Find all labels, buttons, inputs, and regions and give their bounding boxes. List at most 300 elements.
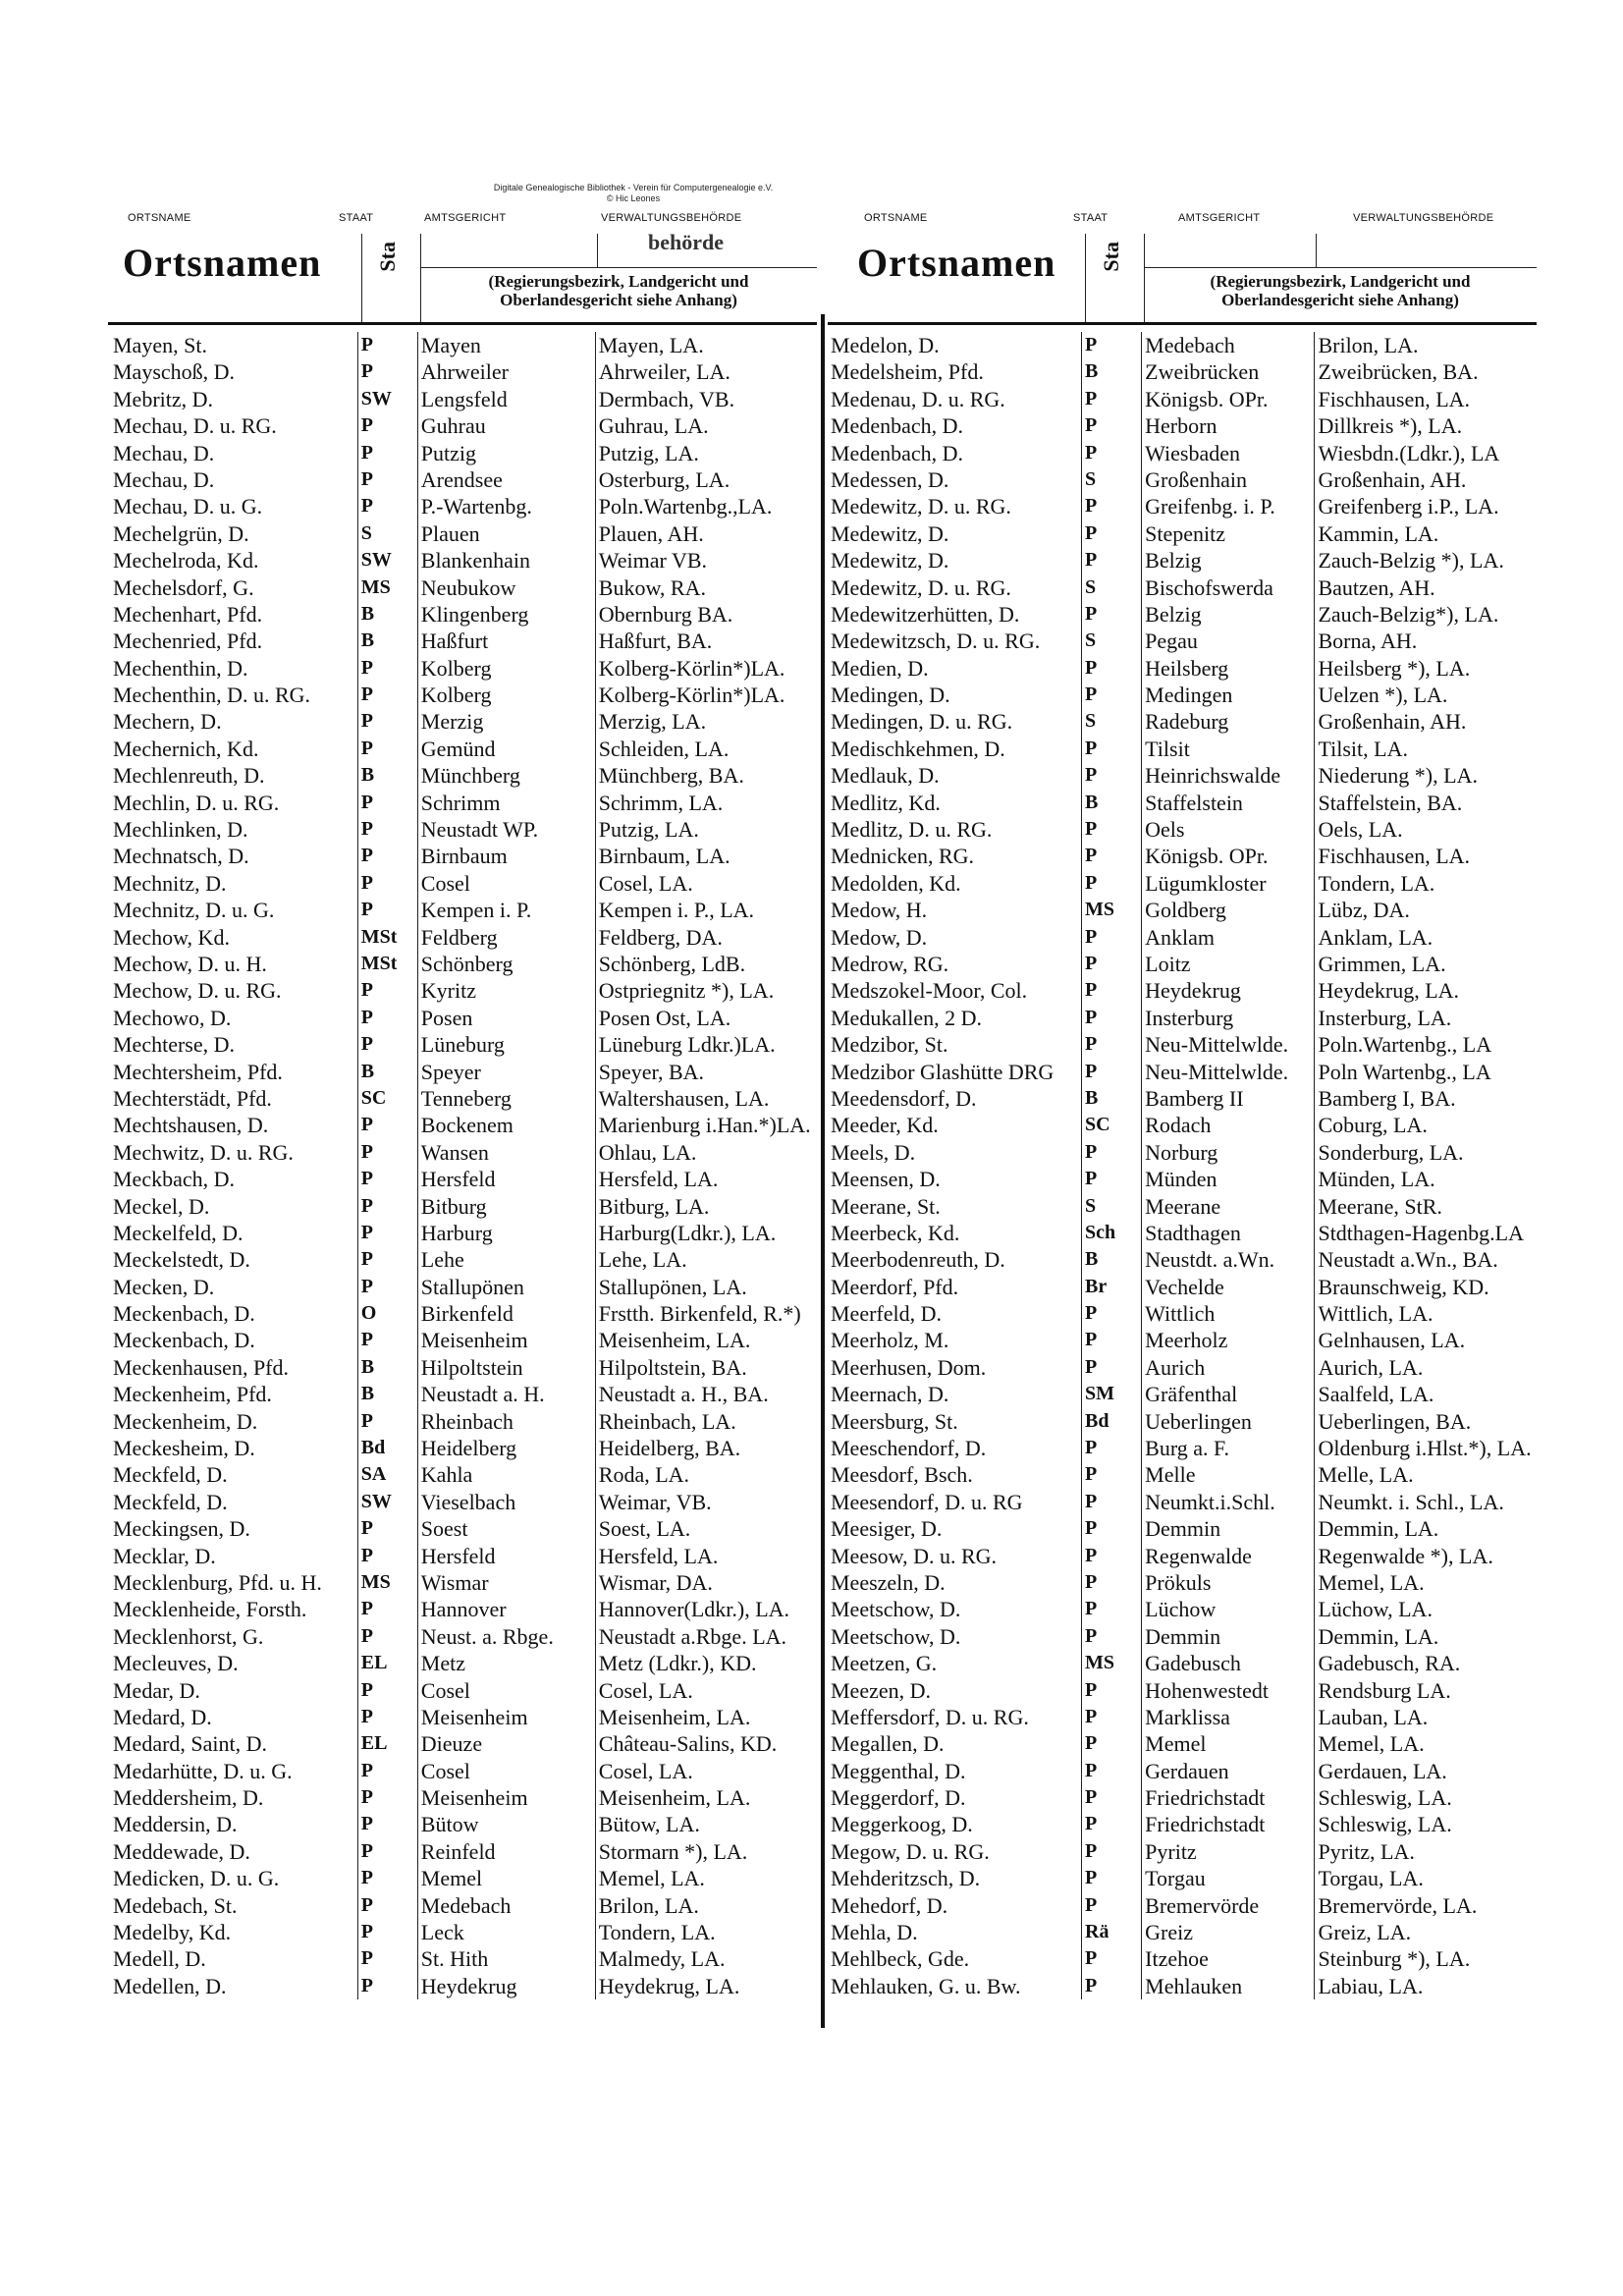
cell-ortsname: Meckenhausen, Pfd. [113, 1354, 290, 1380]
cell-amtsgericht: Vechelde [1141, 1274, 1314, 1300]
table-row [110, 977, 817, 1004]
cell-amtsgericht: Belzig [1141, 601, 1314, 628]
cell-staat: P [1081, 1704, 1141, 1730]
table-row [110, 951, 817, 977]
cell-staat: SA [357, 1461, 417, 1488]
table-row [828, 897, 1537, 923]
cell-verwaltungsbehoerde: Guhrau, LA. [595, 412, 817, 439]
cell-amtsgericht: Münden [1141, 1166, 1314, 1192]
cell-ortsname: Mechow, Kd. [113, 924, 230, 950]
table-row [110, 1435, 817, 1461]
cell-verwaltungsbehoerde: Meisenheim, LA. [595, 1704, 817, 1730]
cell-amtsgericht: Neustadt WP. [417, 816, 595, 843]
cell-ortsname: Meerholz, M. [831, 1328, 949, 1353]
cell-verwaltungsbehoerde: Putzig, LA. [595, 816, 817, 843]
cell-amtsgericht: Stallupönen [417, 1274, 595, 1300]
cell-verwaltungsbehoerde: Neumkt. i. Schl., LA. [1314, 1489, 1537, 1515]
table-row [110, 547, 817, 574]
cell-ortsname: Meeschendorf, D. [831, 1436, 987, 1461]
table-row [828, 1166, 1537, 1192]
cell-verwaltungsbehoerde: Borna, AH. [1314, 628, 1537, 654]
cell-staat: P [1081, 440, 1141, 466]
cell-ortsname: Meddewade, D. [113, 1838, 250, 1864]
cell-verwaltungsbehoerde: Posen Ost, LA. [595, 1005, 817, 1031]
cell-ortsname: Mechelroda, Kd. [113, 548, 259, 574]
cell-staat: SW [357, 1489, 417, 1515]
cell-staat: P [1081, 547, 1141, 574]
cell-ortsname: Medelon, D. [831, 333, 940, 357]
header-staat: Sta [375, 242, 400, 272]
cell-verwaltungsbehoerde: Hilpoltstein, BA. [595, 1354, 817, 1381]
cell-ortsname: Meetzen, G. [831, 1651, 938, 1676]
cell-verwaltungsbehoerde: Bütow, LA. [595, 1811, 817, 1837]
cell-staat: P [357, 1758, 417, 1784]
table-row [828, 1919, 1537, 1945]
cell-amtsgericht: Hohenwestedt [1141, 1677, 1314, 1704]
cell-ortsname: Mechenthin, D. u. RG. [113, 683, 311, 708]
cell-amtsgericht: Königsb. OPr. [1141, 843, 1314, 869]
cell-amtsgericht: Leck [417, 1919, 595, 1945]
cell-verwaltungsbehoerde: Haßfurt, BA. [595, 628, 817, 654]
cell-ortsname: Meensen, D. [831, 1167, 941, 1192]
cell-amtsgericht: Friedrichstadt [1141, 1784, 1314, 1811]
cell-staat: P [1081, 412, 1141, 439]
cell-amtsgericht: Lengsfeld [417, 386, 595, 412]
table-row [110, 520, 817, 547]
cell-ortsname: Medelby, Kd. [113, 1920, 232, 1945]
cell-amtsgericht: Münchberg [417, 762, 595, 789]
cell-amtsgericht: Goldberg [1141, 897, 1314, 923]
table-row [828, 762, 1537, 789]
cell-staat: S [1081, 574, 1141, 601]
cell-verwaltungsbehoerde: Saalfeld, LA. [1314, 1381, 1537, 1407]
table-row [828, 1435, 1537, 1461]
table-row [828, 466, 1537, 493]
cell-amtsgericht: Neu-Mittelwlde. [1141, 1031, 1314, 1058]
table-row [110, 601, 817, 628]
cell-verwaltungsbehoerde: Memel, LA. [1314, 1569, 1537, 1596]
table-row [110, 412, 817, 439]
cell-staat: P [1081, 951, 1141, 977]
cell-staat: P [1081, 1730, 1141, 1757]
cell-staat: P [1081, 736, 1141, 762]
cell-amtsgericht: Zweibrücken [1141, 358, 1314, 385]
cell-verwaltungsbehoerde: Wiesbdn.(Ldkr.), LA [1314, 440, 1537, 466]
cell-amtsgericht: Speyer [417, 1059, 595, 1085]
cell-ortsname: Mehlauken, G. u. Bw. [831, 1973, 1021, 1998]
cell-staat: P [1081, 601, 1141, 628]
cell-ortsname: Meggenthal, D. [831, 1758, 966, 1783]
table-row [110, 1327, 817, 1353]
cell-staat: P [357, 977, 417, 1004]
cell-amtsgericht: Putzig [417, 440, 595, 466]
cell-staat: P [1081, 762, 1141, 789]
cell-amtsgericht: Marklissa [1141, 1704, 1314, 1730]
cell-ortsname: Medewitz, D. u. RG. [831, 574, 1011, 600]
cell-staat: S [1081, 466, 1141, 493]
cell-verwaltungsbehoerde: Harburg(Ldkr.), LA. [595, 1220, 817, 1246]
cell-verwaltungsbehoerde: Brilon, LA. [1314, 332, 1537, 358]
cell-staat: P [357, 1973, 417, 1999]
label-staat-right: STAAT [1073, 212, 1109, 224]
cell-amtsgericht: Birkenfeld [417, 1300, 595, 1327]
cell-verwaltungsbehoerde: Großenhain, AH. [1314, 708, 1537, 735]
cell-staat: P [357, 1408, 417, 1435]
cell-ortsname: Meezen, D. [831, 1677, 932, 1703]
table-row [828, 1543, 1537, 1569]
cell-amtsgericht: Memel [417, 1865, 595, 1891]
cell-verwaltungsbehoerde: Schleiden, LA. [595, 736, 817, 762]
cell-ortsname: Medolden, Kd. [831, 870, 961, 896]
cell-ortsname: Medischkehmen, D. [831, 736, 1005, 761]
cell-staat: P [357, 790, 417, 816]
table-row [828, 1300, 1537, 1327]
cell-verwaltungsbehoerde: Torgau, LA. [1314, 1865, 1537, 1891]
cell-verwaltungsbehoerde: Neustadt a. H., BA. [595, 1381, 817, 1407]
table-row [110, 1408, 817, 1435]
table-row [110, 1569, 817, 1596]
cell-ortsname: Mayen, St. [113, 333, 207, 357]
cell-amtsgericht: Lehe [417, 1246, 595, 1273]
table-row [828, 1650, 1537, 1676]
cell-verwaltungsbehoerde: Stallupönen, LA. [595, 1274, 817, 1300]
cell-staat: P [1081, 1569, 1141, 1596]
cell-amtsgericht: Hersfeld [417, 1166, 595, 1192]
table-row [110, 358, 817, 385]
cell-staat: P [1081, 1166, 1141, 1192]
center-divider [821, 314, 825, 2028]
cell-ortsname: Medlitz, D. u. RG. [831, 817, 993, 843]
cell-ortsname: Meesendorf, D. u. RG [831, 1489, 1023, 1514]
cell-amtsgericht: Mayen [417, 332, 595, 358]
cell-ortsname: Meckesheim, D. [113, 1436, 255, 1461]
cell-staat: Rä [1081, 1919, 1141, 1945]
cell-staat: P [357, 466, 417, 493]
table-row [110, 1139, 817, 1166]
cell-staat: B [1081, 358, 1141, 385]
cell-verwaltungsbehoerde: Lehe, LA. [595, 1246, 817, 1273]
table-row [828, 790, 1537, 816]
table-row [110, 682, 817, 708]
cell-ortsname: Medebach, St. [113, 1892, 238, 1918]
cell-verwaltungsbehoerde: Coburg, LA. [1314, 1112, 1537, 1138]
table-row [110, 816, 817, 843]
cell-ortsname: Meerdorf, Pfd. [831, 1274, 959, 1299]
cell-amtsgericht: Torgau [1141, 1865, 1314, 1891]
cell-verwaltungsbehoerde: Ueberlingen, BA. [1314, 1408, 1537, 1435]
table-row [828, 628, 1537, 654]
credit-line-2: © Hic Leones [606, 193, 661, 203]
cell-ortsname: Mebritz, D. [113, 386, 214, 411]
cell-amtsgericht: Aurich [1141, 1354, 1314, 1381]
table-row [110, 1596, 817, 1622]
cell-amtsgericht: Greifenbg. i. P. [1141, 493, 1314, 519]
cell-amtsgericht: Heydekrug [1141, 977, 1314, 1004]
cell-staat: P [357, 358, 417, 385]
table-row [828, 655, 1537, 682]
table-row [828, 1005, 1537, 1031]
cell-staat: P [357, 655, 417, 682]
cell-amtsgericht: Insterburg [1141, 1005, 1314, 1031]
table-row [828, 1730, 1537, 1757]
cell-amtsgericht: Wittlich [1141, 1300, 1314, 1327]
cell-verwaltungsbehoerde: Mayen, LA. [595, 332, 817, 358]
table-row [110, 1704, 817, 1730]
cell-verwaltungsbehoerde: Feldberg, DA. [595, 924, 817, 951]
cell-staat: SW [357, 547, 417, 574]
cell-ortsname: Medicken, D. u. G. [113, 1866, 280, 1891]
cell-amtsgericht: Merzig [417, 708, 595, 735]
cell-verwaltungsbehoerde: Dillkreis *), LA. [1314, 412, 1537, 439]
cell-staat: P [357, 1139, 417, 1166]
cell-ortsname: Meckingsen, D. [113, 1516, 250, 1542]
cell-verwaltungsbehoerde: Merzig, LA. [595, 708, 817, 735]
cell-ortsname: Medenau, D. u. RG. [831, 386, 1005, 411]
table-row [110, 1246, 817, 1273]
table-row [110, 1059, 817, 1085]
cell-verwaltungsbehoerde: Schleswig, LA. [1314, 1784, 1537, 1811]
table-row [828, 708, 1537, 735]
cell-verwaltungsbehoerde: Château-Salins, KD. [595, 1730, 817, 1757]
cell-verwaltungsbehoerde: Sonderburg, LA. [1314, 1139, 1537, 1166]
table-row [828, 1865, 1537, 1891]
label-ortsname-right: ORTSNAME [864, 212, 928, 224]
cell-ortsname: Medien, D. [831, 655, 929, 681]
cell-verwaltungsbehoerde: Dermbach, VB. [595, 386, 817, 412]
cell-ortsname: Megow, D. u. RG. [831, 1838, 990, 1864]
cell-amtsgericht: Posen [417, 1005, 595, 1031]
cell-ortsname: Meerbeck, Kd. [831, 1220, 960, 1245]
cell-verwaltungsbehoerde: Speyer, BA. [595, 1059, 817, 1085]
cell-ortsname: Megallen, D. [831, 1731, 945, 1757]
cell-verwaltungsbehoerde: Fischhausen, LA. [1314, 386, 1537, 412]
table-row [828, 1085, 1537, 1112]
cell-ortsname: Medukallen, 2 D. [831, 1005, 982, 1030]
cell-verwaltungsbehoerde: Münden, LA. [1314, 1166, 1537, 1192]
cell-ortsname: Medenbach, D. [831, 440, 964, 465]
cell-staat: P [1081, 655, 1141, 682]
cell-amtsgericht: Meisenheim [417, 1704, 595, 1730]
cell-ortsname: Medewitz, D. u. RG. [831, 494, 1011, 519]
cell-ortsname: Medrow, RG. [831, 951, 949, 976]
cell-ortsname: Meerbodenreuth, D. [831, 1247, 1005, 1273]
cell-ortsname: Meerhusen, Dom. [831, 1354, 987, 1380]
cell-verwaltungsbehoerde: Birnbaum, LA. [595, 843, 817, 869]
table-row [110, 1112, 817, 1138]
table-row [110, 1274, 817, 1300]
cell-staat: P [357, 708, 417, 735]
cell-ortsname: Medzibor, St. [831, 1032, 948, 1058]
table-row [828, 1945, 1537, 1972]
cell-amtsgericht: Neust. a. Rbge. [417, 1623, 595, 1650]
cell-verwaltungsbehoerde: Ohlau, LA. [595, 1139, 817, 1166]
cell-amtsgericht: Heilsberg [1141, 655, 1314, 682]
cell-verwaltungsbehoerde: Tilsit, LA. [1314, 736, 1537, 762]
cell-ortsname: Meetschow, D. [831, 1597, 961, 1622]
cell-ortsname: Meesdorf, Bsch. [831, 1462, 973, 1488]
label-amtsgericht-right: AMTSGERICHT [1178, 212, 1261, 224]
cell-ortsname: Medard, D. [113, 1704, 212, 1729]
cell-amtsgericht: Herborn [1141, 412, 1314, 439]
table-row [110, 1085, 817, 1112]
table-row [828, 1274, 1537, 1300]
table-row [828, 1354, 1537, 1381]
cell-staat: Bd [357, 1435, 417, 1461]
table-row [110, 736, 817, 762]
cell-staat: P [357, 1945, 417, 1972]
cell-ortsname: Medewitz, D. [831, 520, 949, 546]
cell-staat: EL [357, 1730, 417, 1757]
credit-line-1: Digitale Genealogische Bibliothek - Verein für Computergenealogie e.V. [493, 183, 774, 192]
cell-amtsgericht: Medebach [1141, 332, 1314, 358]
cell-ortsname: Medell, D. [113, 1946, 206, 1972]
cell-amtsgericht: Pyritz [1141, 1838, 1314, 1865]
cell-ortsname: Meckel, D. [113, 1193, 210, 1219]
cell-ortsname: Mechernich, Kd. [113, 736, 259, 761]
cell-ortsname: Medarhütte, D. u. G. [113, 1758, 293, 1783]
cell-staat: P [357, 870, 417, 897]
cell-amtsgericht: Tilsit [1141, 736, 1314, 762]
cell-verwaltungsbehoerde: Grimmen, LA. [1314, 951, 1537, 977]
cell-verwaltungsbehoerde: Greiz, LA. [1314, 1919, 1537, 1945]
table-row [110, 1973, 817, 1999]
cell-staat: Br [1081, 1274, 1141, 1300]
cell-amtsgericht: Wismar [417, 1569, 595, 1596]
cell-ortsname: Mechenried, Pfd. [113, 629, 263, 654]
cell-staat: Sch [1081, 1220, 1141, 1246]
cell-verwaltungsbehoerde: Bukow, RA. [595, 574, 817, 601]
cell-ortsname: Mechow, D. u. H. [113, 951, 267, 976]
table-row [110, 1461, 817, 1488]
table-row [828, 1327, 1537, 1353]
cell-ortsname: Mechau, D. [113, 466, 215, 492]
cell-ortsname: Medingen, D. u. RG. [831, 709, 1013, 735]
table-row [828, 547, 1537, 574]
cell-amtsgericht: Hilpoltstein [417, 1354, 595, 1381]
cell-verwaltungsbehoerde: Roda, LA. [595, 1461, 817, 1488]
cell-verwaltungsbehoerde: Heilsberg *), LA. [1314, 655, 1537, 682]
label-amtsgericht-left: AMTSGERICHT [424, 212, 507, 224]
cell-amtsgericht: Stepenitz [1141, 520, 1314, 547]
cell-verwaltungsbehoerde: Tondern, LA. [595, 1919, 817, 1945]
cell-ortsname: Medingen, D. [831, 683, 950, 708]
cell-ortsname: Meels, D. [831, 1139, 916, 1165]
cell-ortsname: Mechtshausen, D. [113, 1113, 269, 1138]
cell-ortsname: Medow, H. [831, 898, 928, 923]
table-row [110, 1489, 817, 1515]
cell-staat: P [1081, 1139, 1141, 1166]
cell-ortsname: Meerfeld, D. [831, 1301, 943, 1327]
cell-staat: P [1081, 1945, 1141, 1972]
table-row [828, 386, 1537, 412]
cell-verwaltungsbehoerde: Neustadt a.Wn., BA. [1314, 1246, 1537, 1273]
table-row [110, 1892, 817, 1919]
cell-ortsname: Medlitz, Kd. [831, 790, 941, 815]
cell-ortsname: Mechow, D. u. RG. [113, 978, 282, 1004]
cell-staat: P [1081, 1811, 1141, 1837]
cell-amtsgericht: Meerholz [1141, 1327, 1314, 1353]
table-row [110, 1300, 817, 1327]
cell-amtsgericht: Stadthagen [1141, 1220, 1314, 1246]
table-row [110, 1166, 817, 1192]
header-note: (Regierungsbezirk, Landgericht und Oberlandesgericht siehe Anhang) [420, 267, 817, 309]
cell-ortsname: Meddersheim, D. [113, 1785, 264, 1811]
cell-amtsgericht: Rheinbach [417, 1408, 595, 1435]
cell-ortsname: Medard, Saint, D. [113, 1731, 268, 1757]
cell-verwaltungsbehoerde: Ostpriegnitz *), LA. [595, 977, 817, 1004]
cell-amtsgericht: Großenhain [1141, 466, 1314, 493]
cell-amtsgericht: Meisenheim [417, 1784, 595, 1811]
table-row [828, 1623, 1537, 1650]
cell-amtsgericht: Friedrichstadt [1141, 1811, 1314, 1837]
cell-ortsname: Mechelgrün, D. [113, 520, 249, 546]
table-row [110, 440, 817, 466]
cell-ortsname: Meesiger, D. [831, 1516, 943, 1542]
table-row [828, 1838, 1537, 1865]
cell-verwaltungsbehoerde: Demmin, LA. [1314, 1515, 1537, 1542]
cell-staat: P [357, 682, 417, 708]
cell-amtsgericht: Blankenhain [417, 547, 595, 574]
cell-amtsgericht: Pegau [1141, 628, 1314, 654]
cell-staat: P [1081, 1005, 1141, 1031]
cell-staat: P [357, 1193, 417, 1220]
cell-staat: P [357, 897, 417, 923]
table-row [828, 332, 1537, 358]
cell-staat: P [1081, 332, 1141, 358]
table-row [828, 493, 1537, 519]
cell-ortsname: Mechau, D. [113, 440, 215, 465]
table-row [110, 628, 817, 654]
cell-verwaltungsbehoerde: Tondern, LA. [1314, 870, 1537, 897]
table-row [110, 1354, 817, 1381]
cell-staat: P [1081, 1515, 1141, 1542]
cell-amtsgericht: Demmin [1141, 1623, 1314, 1650]
cell-verwaltungsbehoerde: Pyritz, LA. [1314, 1838, 1537, 1865]
cell-staat: MS [357, 574, 417, 601]
cell-verwaltungsbehoerde: Heydekrug, LA. [1314, 977, 1537, 1004]
cell-staat: B [1081, 1246, 1141, 1273]
cell-verwaltungsbehoerde: Rendsburg LA. [1314, 1677, 1537, 1704]
table-row [110, 762, 817, 789]
table-row [110, 386, 817, 412]
table-row [110, 708, 817, 735]
cell-amtsgericht: Kyritz [417, 977, 595, 1004]
cell-verwaltungsbehoerde: Münchberg, BA. [595, 762, 817, 789]
cell-amtsgericht: Plauen [417, 520, 595, 547]
cell-verwaltungsbehoerde: Kammin, LA. [1314, 520, 1537, 547]
cell-amtsgericht: Bamberg II [1141, 1085, 1314, 1112]
cell-verwaltungsbehoerde: Bamberg I, BA. [1314, 1085, 1537, 1112]
cell-ortsname: Meernach, D. [831, 1382, 949, 1407]
header-title: Ortsnamen [123, 241, 322, 285]
header-right [828, 234, 1537, 325]
cell-verwaltungsbehoerde: Weimar, VB. [595, 1489, 817, 1515]
cell-ortsname: Mechnitz, D. [113, 870, 227, 896]
cell-staat: S [1081, 628, 1141, 654]
cell-amtsgericht: Neu-Mittelwlde. [1141, 1059, 1314, 1085]
table-row [828, 1973, 1537, 1999]
cell-staat: MSt [357, 951, 417, 977]
cell-ortsname: Mechlin, D. u. RG. [113, 790, 280, 815]
cell-ortsname: Mecken, D. [113, 1274, 215, 1299]
label-verwaltung-right: VERWALTUNGSBEHÖRDE [1353, 212, 1494, 224]
cell-ortsname: Mecklenburg, Pfd. u. H. [113, 1569, 322, 1595]
cell-ortsname: Medzibor Glashütte DRG [831, 1059, 1055, 1084]
cell-verwaltungsbehoerde: Anklam, LA. [1314, 924, 1537, 951]
cell-amtsgericht: Feldberg [417, 924, 595, 951]
cell-ortsname: Mecklenhorst, G. [113, 1623, 264, 1649]
table-row [828, 1677, 1537, 1704]
